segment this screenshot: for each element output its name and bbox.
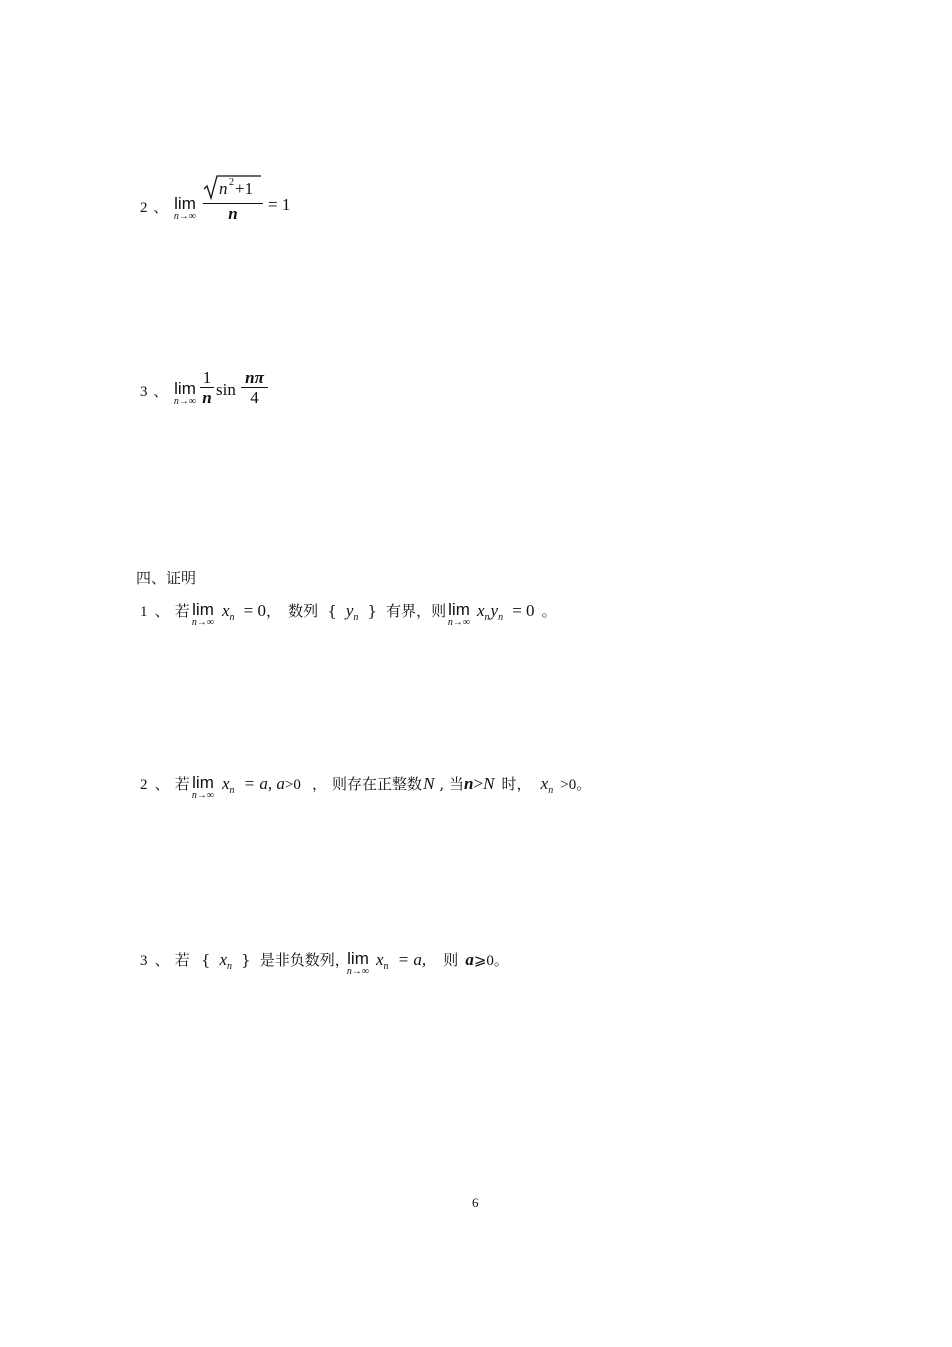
problem-2-index xyxy=(140,196,168,217)
n-variable: n xyxy=(219,179,228,198)
subscript: n xyxy=(227,961,232,972)
problem-3-index xyxy=(140,380,168,401)
lim-word: lim xyxy=(174,379,196,398)
subscript: n xyxy=(484,612,490,623)
lim-word: lim xyxy=(174,194,196,213)
if-word: 若 xyxy=(174,951,190,969)
lim-word: lim xyxy=(448,600,470,619)
subscript: n xyxy=(229,612,235,623)
limit-operator xyxy=(188,774,218,801)
limit-operator-2 xyxy=(444,601,474,628)
if-word: 若 xyxy=(174,602,190,620)
fraction-one-over-n xyxy=(200,368,214,408)
fraction-numerator xyxy=(203,174,263,200)
greater-equal-zero: ⩾0。 xyxy=(473,953,509,969)
limit-operator xyxy=(170,380,200,407)
fraction-numerator: 1 xyxy=(202,368,212,387)
lim-subscript: n→∞ xyxy=(346,966,370,977)
x-variable: x xyxy=(376,950,384,969)
separator: 、 xyxy=(154,604,170,620)
x-variable: x xyxy=(540,774,549,793)
limit-operator xyxy=(188,601,218,628)
greater-than-zero: >0 xyxy=(284,777,301,793)
if-word: 若 xyxy=(174,775,190,793)
greater-than-zero: >0。 xyxy=(560,777,592,793)
subscript: n xyxy=(498,612,504,623)
lim-word: lim xyxy=(192,773,214,792)
left-brace: { xyxy=(327,602,337,620)
lim-word: lim xyxy=(347,949,369,968)
right-brace: } xyxy=(241,951,251,969)
comma: ， xyxy=(265,602,281,620)
proof-item-2-rest xyxy=(222,774,591,801)
x-variable: x xyxy=(222,601,230,620)
subscript: n xyxy=(548,785,554,796)
when-text: , 当 xyxy=(439,775,465,793)
sqrt-fraction xyxy=(203,174,263,224)
fraction-npi-over-4 xyxy=(241,368,268,408)
subscript: n xyxy=(383,961,389,972)
right-brace: } xyxy=(367,602,378,620)
n-variable: n xyxy=(464,774,474,793)
sin-function: sin xyxy=(216,380,236,399)
index-number: 1 xyxy=(140,604,148,620)
separator: 、 xyxy=(153,200,169,216)
lim-subscript: n→∞ xyxy=(191,790,215,801)
left-brace: { xyxy=(200,951,211,969)
equals-one: = 1 xyxy=(268,195,291,214)
x-variable: x xyxy=(222,774,230,793)
proof-item-1-end xyxy=(477,601,557,628)
limit-operator xyxy=(343,950,373,977)
index-number: 3 xyxy=(140,953,148,969)
index-number: 3 xyxy=(140,384,148,400)
section-heading: 四、证明 xyxy=(136,569,197,587)
comma: ， xyxy=(311,775,327,793)
y-variable: y xyxy=(490,601,499,620)
exists-text: 则存在正整数 xyxy=(332,775,423,793)
index-number: 2 xyxy=(140,777,148,793)
proof-item-1 xyxy=(140,601,190,622)
page-number: 6 xyxy=(472,1195,479,1210)
sequence-word: 数列 xyxy=(288,602,319,620)
subscript: n xyxy=(353,612,359,623)
subscript: n xyxy=(229,785,235,796)
proof-item-3 xyxy=(140,950,350,977)
x-variable: x xyxy=(477,601,485,620)
proof-item-3-rest xyxy=(376,950,509,977)
separator: 、 xyxy=(153,384,169,400)
lim-word: lim xyxy=(192,600,214,619)
lim-subscript: n→∞ xyxy=(191,617,215,628)
N-variable: N xyxy=(483,774,495,793)
bounded-text: 有界，则 xyxy=(386,602,447,620)
greater-than: > xyxy=(473,774,484,793)
plus-one: +1 xyxy=(235,179,254,198)
separator: 、 xyxy=(154,953,170,969)
nonnegative-text: 是非负数列， xyxy=(259,951,350,969)
fraction-denominator: n xyxy=(228,204,238,223)
proof-item-1-rest xyxy=(222,601,446,628)
time-text: 时， xyxy=(501,775,532,793)
lim-subscript: n→∞ xyxy=(173,396,197,407)
index-number: 2 xyxy=(140,200,148,216)
separator: 、 xyxy=(154,777,170,793)
limit-value: = a, a xyxy=(243,774,285,793)
exponent: 2 xyxy=(229,177,234,188)
then-word: 则 xyxy=(443,951,459,969)
lim-subscript: n→∞ xyxy=(173,211,197,222)
limit-operator xyxy=(170,195,200,222)
equals-zero: = 0 xyxy=(512,601,535,620)
x-variable: x xyxy=(219,950,227,969)
equals-zero: = 0 xyxy=(243,601,266,620)
y-variable: y xyxy=(345,601,354,620)
period: 。 xyxy=(541,602,557,620)
fraction-denominator: 4 xyxy=(250,388,259,407)
lim-subscript: n→∞ xyxy=(447,617,471,628)
a-variable: a xyxy=(465,950,474,969)
fraction-numerator: nπ xyxy=(245,368,264,387)
fraction-denominator: n xyxy=(202,388,212,407)
limit-value: = a, xyxy=(397,950,427,969)
N-variable: N xyxy=(423,774,435,793)
proof-item-2 xyxy=(140,774,190,795)
